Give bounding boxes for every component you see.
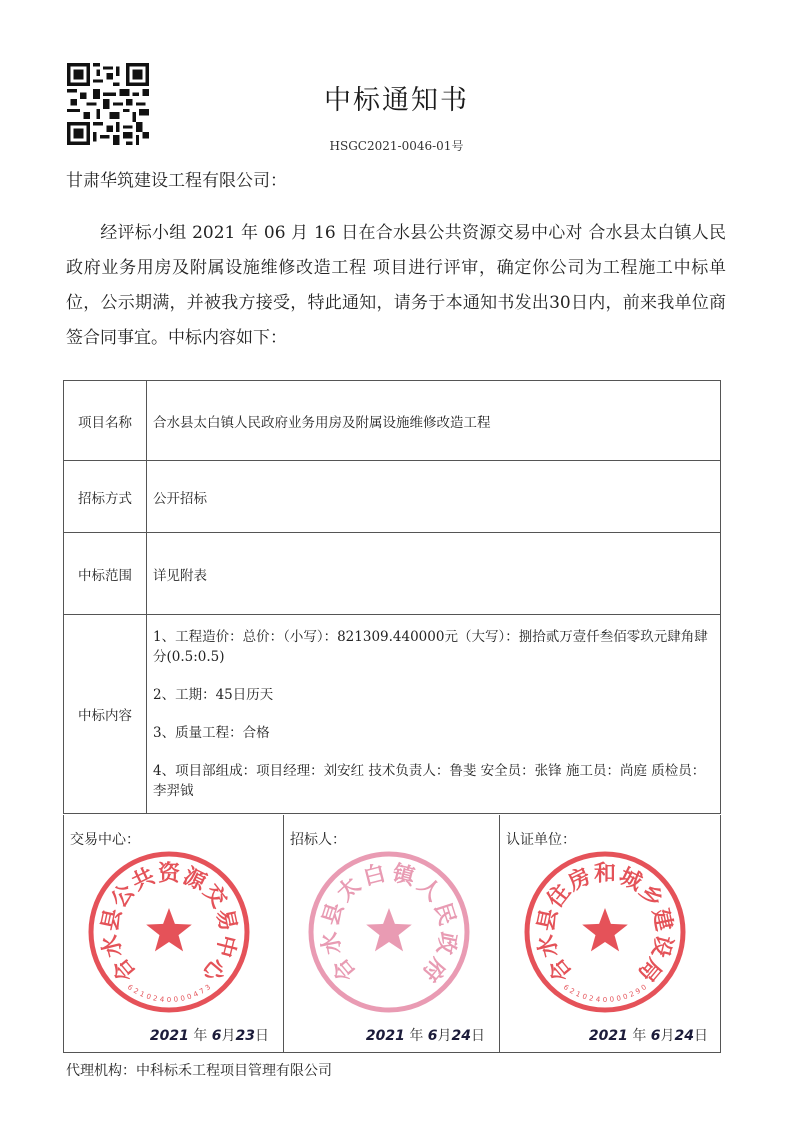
svg-text:0: 0	[186, 992, 193, 1002]
date-day: 24	[451, 1028, 471, 1044]
award-info-table	[63, 380, 721, 814]
row-label: 招标方式	[64, 461, 147, 533]
row-value: 公开招标	[147, 461, 721, 533]
addressee: 甘肃华筑建设工程有限公司：	[66, 171, 287, 191]
table-row	[64, 381, 721, 461]
stamp-tenderer	[304, 847, 474, 1017]
signature-date	[366, 1025, 485, 1045]
svg-text:县: 县	[97, 906, 127, 934]
table-row	[64, 461, 721, 533]
svg-text:0: 0	[615, 994, 622, 1003]
svg-text:合: 合	[327, 952, 362, 986]
svg-text:4: 4	[595, 995, 601, 1004]
svg-text:0: 0	[609, 995, 615, 1004]
svg-text:0: 0	[145, 992, 152, 1002]
signature-certifier	[500, 815, 722, 1053]
svg-text:资: 资	[157, 861, 181, 887]
svg-text:0: 0	[581, 992, 588, 1002]
signature-tenderer	[284, 815, 500, 1053]
table-row	[64, 533, 721, 615]
svg-text:民: 民	[428, 899, 460, 929]
svg-text:共: 共	[128, 863, 159, 896]
date-year-char: 年	[632, 1028, 647, 1044]
signature-date	[589, 1025, 708, 1045]
signature-date	[150, 1025, 269, 1045]
svg-text:水: 水	[533, 932, 564, 960]
svg-text:2: 2	[588, 994, 595, 1003]
svg-text:2: 2	[152, 994, 159, 1003]
signature-label: 认证单位：	[506, 832, 576, 848]
award-content	[147, 615, 721, 814]
svg-text:合: 合	[107, 952, 142, 986]
svg-text:6: 6	[561, 983, 571, 993]
date-year: 2021	[588, 1028, 628, 1044]
svg-text:城: 城	[615, 863, 646, 896]
svg-text:政: 政	[431, 929, 461, 957]
date-month-char: 月	[660, 1028, 675, 1044]
star-icon	[146, 908, 192, 951]
svg-text:县: 县	[533, 906, 563, 934]
date-year: 2021	[365, 1028, 405, 1044]
date-year-char: 年	[409, 1028, 424, 1044]
stamp-certifier	[520, 847, 690, 1017]
svg-text:4: 4	[192, 989, 200, 999]
body-paragraph-text: 经评标小组 2021 年 06 月 16 日在合水县公共资源交易中心对 合水县太白镇人民政府业务用房及附属设施维修改造工程 项目进行评审，确定你公司为工程施工中标单位，公示期满，并被我方接受，特此通知，请务于本通知书发出30日内，前来我单位商签合同事宜。中标内容如下：	[66, 223, 726, 348]
row-label: 中标范围	[64, 533, 147, 615]
svg-text:0: 0	[173, 995, 179, 1004]
agency-line: 代理机构：中科标禾工程项目管理有限公司	[66, 1063, 332, 1079]
table-row	[64, 615, 721, 814]
svg-text:0: 0	[179, 994, 186, 1003]
content-line-quality: 3、质量工程：合格	[153, 725, 270, 741]
svg-text:4: 4	[159, 995, 165, 1004]
signature-section	[63, 815, 721, 1053]
svg-text:合: 合	[543, 952, 578, 986]
signature-label: 交易中心：	[70, 832, 140, 848]
svg-text:府: 府	[416, 952, 451, 986]
svg-text:3: 3	[203, 983, 213, 993]
svg-text:白: 白	[360, 860, 389, 891]
signature-trading-center	[64, 815, 284, 1053]
svg-text:心: 心	[196, 952, 231, 986]
date-month-char: 月	[221, 1028, 236, 1044]
svg-text:7: 7	[198, 986, 207, 996]
svg-text:0: 0	[166, 996, 172, 1004]
date-day-char: 日	[255, 1028, 269, 1044]
svg-text:乡: 乡	[634, 879, 668, 913]
svg-text:水: 水	[97, 932, 128, 960]
stamp-trading-center	[84, 847, 254, 1017]
date-day-char: 日	[471, 1028, 485, 1044]
svg-text:1: 1	[574, 989, 582, 999]
content-line-team: 4、项目部组成：项目经理：刘安红 技术负责人：鲁斐 安全员：张锋 施工员：尚庭 质检员：李羿钺	[153, 763, 706, 799]
svg-text:1: 1	[138, 989, 146, 999]
date-day: 24	[674, 1028, 694, 1044]
star-icon	[582, 908, 628, 951]
svg-text:中: 中	[210, 932, 241, 960]
date-month: 6	[650, 1028, 661, 1044]
svg-text:2: 2	[131, 986, 140, 996]
svg-text:水: 水	[317, 929, 347, 957]
svg-text:房: 房	[564, 863, 595, 896]
svg-text:设: 设	[646, 932, 677, 960]
row-label: 项目名称	[64, 381, 147, 461]
content-line-price: 1、工程造价：总价：（小写）：821309.440000元（大写）：捌拾贰万壹仟叁佰零玖元肆角肆分(0.5:0.5)	[153, 629, 708, 665]
content-line-duration: 2、工期：45日历天	[153, 687, 274, 703]
svg-text:镇: 镇	[389, 860, 418, 891]
svg-text:0: 0	[622, 992, 629, 1002]
row-label: 中标内容	[64, 615, 147, 814]
svg-text:6: 6	[125, 983, 135, 993]
svg-text:公: 公	[106, 879, 140, 913]
body-paragraph	[66, 216, 726, 356]
svg-text:建: 建	[647, 906, 677, 934]
svg-text:0: 0	[602, 996, 608, 1004]
row-value: 详见附表	[147, 533, 721, 615]
svg-text:交: 交	[198, 879, 232, 913]
date-day: 23	[235, 1028, 255, 1044]
star-icon	[366, 908, 412, 951]
document-number: HSGC2021-0046-01号	[329, 139, 464, 153]
date-day-char: 日	[694, 1028, 708, 1044]
svg-text:易: 易	[211, 906, 241, 934]
date-year-char: 年	[193, 1028, 208, 1044]
svg-text:局: 局	[632, 952, 667, 986]
signature-label: 招标人：	[290, 832, 346, 848]
svg-text:0: 0	[639, 983, 649, 993]
svg-text:太: 太	[332, 873, 366, 907]
row-value: 合水县太白镇人民政府业务用房及附属设施维修改造工程	[147, 381, 721, 461]
svg-text:和: 和	[593, 861, 617, 887]
page-title: 中标通知书	[324, 85, 469, 116]
svg-text:源: 源	[179, 863, 210, 896]
date-month: 6	[427, 1028, 438, 1044]
date-year: 2021	[149, 1028, 189, 1044]
svg-text:人: 人	[412, 873, 446, 907]
svg-text:9: 9	[634, 986, 643, 996]
svg-text:2: 2	[628, 989, 636, 999]
date-month: 6	[211, 1028, 222, 1044]
svg-text:县: 县	[318, 899, 350, 929]
date-month-char: 月	[437, 1028, 452, 1044]
svg-text:2: 2	[567, 986, 576, 996]
svg-text:住: 住	[542, 879, 576, 913]
